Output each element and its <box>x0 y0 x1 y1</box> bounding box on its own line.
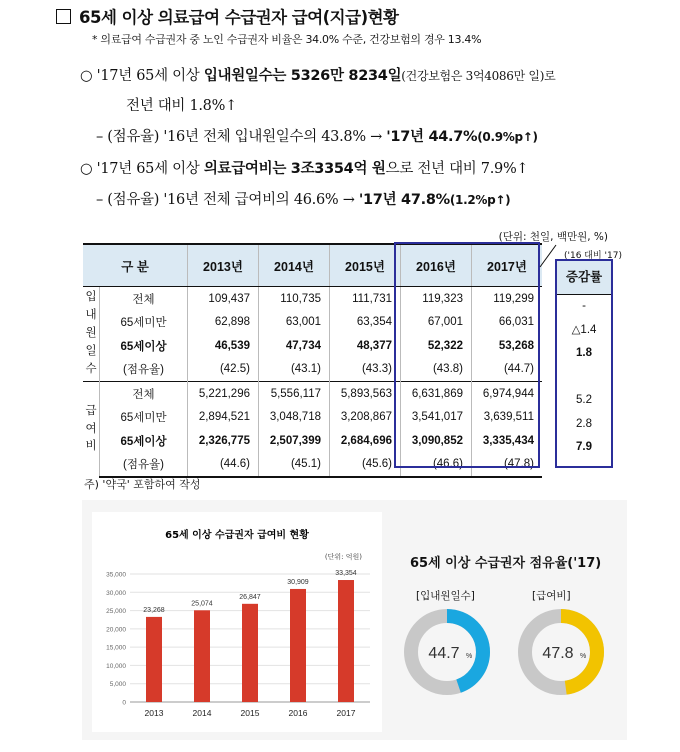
table-cell: 3,090,852 <box>401 429 472 453</box>
paragraph-1-line-2: 전년 대비 1.8%↑ <box>126 98 237 114</box>
para1-paren: (건강보험은 3억4086만 일)로 <box>401 69 556 83</box>
table-cell: 5,556,117 <box>259 382 330 406</box>
rate-cell: - <box>582 300 586 312</box>
bar-value-label: 30,909 <box>287 578 309 586</box>
checkbox-square-icon <box>56 9 71 24</box>
para2-paren: (0.9%p↑) <box>477 130 538 144</box>
y-tick-label: 20,000 <box>106 626 126 634</box>
table-cell: 119,299 <box>472 287 543 311</box>
group-label-visits: 입 내 원 일 수 <box>85 291 97 375</box>
para4-paren: (1.2%p↑) <box>449 193 511 207</box>
table-cell: 3,541,017 <box>401 406 472 430</box>
paragraph-2 <box>96 125 538 146</box>
para1-prefix: ○ '17년 65세 이상 <box>80 68 204 84</box>
table-cell: 47,734 <box>259 334 330 358</box>
row-label: 65세이상 <box>100 429 188 453</box>
row-label: 65세이상 <box>100 334 188 358</box>
table-cell: 66,031 <box>472 311 543 335</box>
table-cell: (43.3) <box>330 358 401 382</box>
rate-cell <box>557 366 611 390</box>
table-cell: 2,894,521 <box>188 406 259 430</box>
bar-value-label: 25,074 <box>191 600 213 608</box>
para2-prefix: – (점유율) '16년 전체 입내원일수의 43.8% → <box>96 129 387 145</box>
bar <box>338 580 354 702</box>
x-tick-label: 2013 <box>144 708 164 718</box>
donut-value-text: 44.7 <box>428 645 460 662</box>
table-cell: 109,437 <box>188 287 259 311</box>
bar <box>242 604 258 702</box>
bar <box>146 617 162 702</box>
row-label: (점유율) <box>100 358 188 382</box>
donut-percent-sign: % <box>466 653 473 660</box>
rate-cell: 2.8 <box>576 417 592 430</box>
table-cell: 48,377 <box>330 334 401 358</box>
para4-prefix: – (점유율) '16년 전체 급여비의 46.6% → <box>96 192 359 208</box>
x-tick-label: 2017 <box>336 708 356 718</box>
donut-label-visits: [입내원일수] <box>416 590 475 602</box>
table-cell: 5,893,563 <box>330 382 401 406</box>
unit-label: (단위: 천일, 백만원, %) <box>498 231 608 243</box>
y-tick-label: 15,000 <box>106 644 126 652</box>
bar-value-label: 23,268 <box>143 606 165 614</box>
donut-label-benefits: [급여비] <box>532 590 571 602</box>
table-cell: (43.1) <box>259 358 330 382</box>
donut-percent-sign: % <box>580 653 587 660</box>
table-cell: 63,354 <box>330 311 401 335</box>
row-label: 65세미만 <box>100 311 188 335</box>
table-cell: (42.5) <box>188 358 259 382</box>
rate-column <box>555 259 613 468</box>
table-cell: 67,001 <box>401 311 472 335</box>
y-tick-label: 35,000 <box>106 571 126 579</box>
table-cell: 5,221,296 <box>188 382 259 406</box>
note-text: * 의료급여 수급권자 중 노인 수급권자 비율은 34.0% 수준, 건강보험의 경우 13.4% <box>92 33 482 46</box>
col-header-year: 2013년 <box>188 244 259 287</box>
table-cell: 119,323 <box>401 287 472 311</box>
rate-cell: 5.2 <box>576 394 592 406</box>
table-cell: 6,631,869 <box>401 382 472 406</box>
para2-bold: '17년 44.7% <box>386 129 478 145</box>
donut-section-title: 65세 이상 수급권자 점유율('17) <box>410 556 602 571</box>
y-tick-label: 25,000 <box>106 608 126 616</box>
x-tick-label: 2014 <box>192 708 212 718</box>
table-cell: 46,539 <box>188 334 259 358</box>
para3-prefix: ○ '17년 65세 이상 <box>80 161 204 177</box>
rate-cell: 7.9 <box>576 441 592 453</box>
row-label: 전체 <box>100 287 188 311</box>
row-label: (점유율) <box>100 453 188 478</box>
y-tick-label: 0 <box>122 699 126 707</box>
rate-period-label: ('16 대비 '17) <box>564 251 622 261</box>
chart-unit-label: (단위: 억원) <box>324 553 362 561</box>
para3-bold: 의료급여비는 3조3354억 원 <box>203 161 386 177</box>
x-tick-label: 2016 <box>288 708 308 718</box>
rate-cell <box>557 460 611 484</box>
para4-bold: '17년 47.8% <box>358 192 450 208</box>
col-header-year: 2016년 <box>401 244 472 287</box>
bar-value-label: 26,847 <box>239 593 261 601</box>
bar-value-label: 33,354 <box>335 570 357 578</box>
donut-charts <box>395 600 615 705</box>
row-label: 65세미만 <box>100 406 188 430</box>
table-cell: 2,326,775 <box>188 429 259 453</box>
col-header-category: 구 분 <box>83 244 188 287</box>
table-cell: 111,731 <box>330 287 401 311</box>
table-cell: 3,048,718 <box>259 406 330 430</box>
chart-title: 65세 이상 수급권자 급여비 현황 <box>165 530 309 541</box>
table-cell: (43.8) <box>401 358 472 382</box>
col-header-year: 2017년 <box>472 244 543 287</box>
paragraph-1-line-1 <box>80 64 555 85</box>
bar <box>194 610 210 702</box>
footnote: 주) '약국' 포함하여 작성 <box>84 478 201 491</box>
table-cell: 62,898 <box>188 311 259 335</box>
bar-chart <box>92 512 382 732</box>
row-label: 전체 <box>100 382 188 406</box>
paragraph-4 <box>96 188 510 209</box>
page-title <box>56 4 398 28</box>
col-header-year: 2014년 <box>259 244 330 287</box>
table-cell: 63,001 <box>259 311 330 335</box>
table-cell: (44.6) <box>188 453 259 478</box>
y-tick-label: 10,000 <box>106 662 126 670</box>
rate-header: 증감률 <box>557 261 611 295</box>
table-cell: (46.6) <box>401 453 472 478</box>
y-tick-label: 30,000 <box>106 589 126 597</box>
table-cell: (45.6) <box>330 453 401 478</box>
para3-suffix: 으로 전년 대비 7.9%↑ <box>385 161 529 177</box>
para1-bold: 입내원일수는 5326만 8234일 <box>203 68 402 84</box>
paragraph-3 <box>80 157 528 178</box>
bar <box>290 589 306 702</box>
highlight-box-2016-2017 <box>394 242 540 468</box>
table-cell: 3,335,434 <box>472 429 543 453</box>
table-cell: (45.1) <box>259 453 330 478</box>
group-label-benefits: 급 여 비 <box>83 382 100 478</box>
table-cell: (44.7) <box>472 358 543 382</box>
table-cell: 53,268 <box>472 334 543 358</box>
table-cell: 3,639,511 <box>472 406 543 430</box>
y-tick-label: 5,000 <box>109 681 126 689</box>
rate-cell: 1.8 <box>576 347 592 359</box>
table-cell: 110,735 <box>259 287 330 311</box>
bar-chart-card <box>92 512 382 732</box>
rate-cell: △1.4 <box>571 323 597 336</box>
donut-value-text: 47.8 <box>542 645 574 662</box>
table-cell: 6,974,944 <box>472 382 543 406</box>
x-tick-label: 2015 <box>240 708 260 718</box>
title-text: 65세 이상 의료급여 수급권자 급여(지급)현황 <box>79 8 399 27</box>
col-header-year: 2015년 <box>330 244 401 287</box>
table-cell: 2,507,399 <box>259 429 330 453</box>
table-cell: 3,208,867 <box>330 406 401 430</box>
table-cell: 52,322 <box>401 334 472 358</box>
table-cell: (47.8) <box>472 453 543 478</box>
table-cell: 2,684,696 <box>330 429 401 453</box>
